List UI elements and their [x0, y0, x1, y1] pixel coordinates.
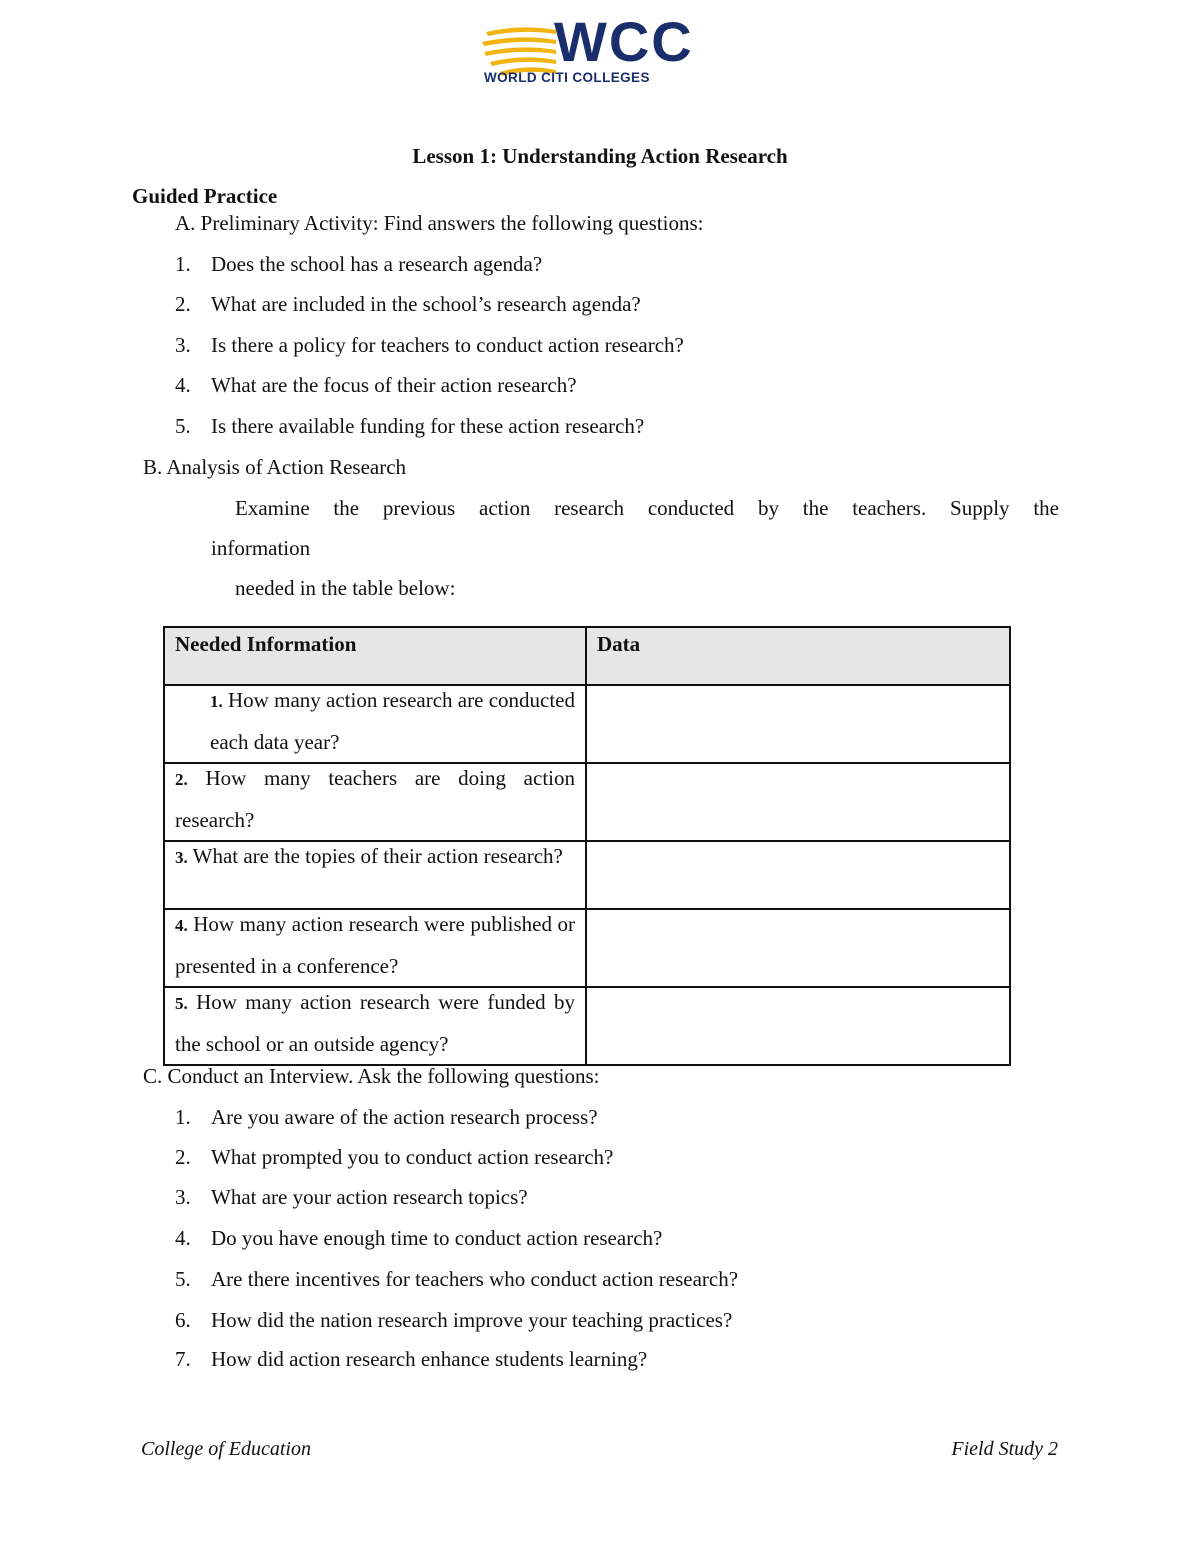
needed-information-table [163, 626, 1011, 1066]
table-header-needed-information: Needed Information [164, 627, 586, 685]
table-header-row [164, 627, 1010, 685]
page-title: Lesson 1: Understanding Action Research [412, 144, 788, 168]
logo-abbr: WCC [554, 10, 694, 73]
table-row [164, 763, 1010, 841]
part-b-paragraph-line1: Examine the previous action research conducted by the teachers. Supply the [235, 496, 1059, 520]
table-cell-question: 4. How many action research were published or presented in a conference? [164, 909, 586, 987]
list-item: 2. What prompted you to conduct action research? [175, 1145, 614, 1169]
list-item: 4. What are the focus of their action research? [175, 373, 577, 397]
part-b-paragraph-line3: needed in the table below: [235, 576, 456, 600]
table-row [164, 987, 1010, 1065]
part-b-heading: B. Analysis of Action Research [143, 455, 407, 479]
table-cell-question: 1. How many action research are conducted each data year? [164, 685, 586, 763]
table-cell-question: 5. How many action research were funded by the school or an outside agency? [164, 987, 586, 1065]
list-item: 5. Are there incentives for teachers who conduct action research? [175, 1267, 739, 1291]
table-header-data: Data [586, 627, 1010, 685]
table-cell-question: 2. How many teachers are doing action research? [164, 763, 586, 841]
list-item: 6. How did the nation research improve your teaching practices? [175, 1308, 733, 1332]
list-item: 7. How did action research enhance students learning? [175, 1347, 648, 1371]
list-item: 1. Does the school has a research agenda? [175, 252, 543, 276]
list-item: 1. Are you aware of the action research process? [175, 1105, 598, 1129]
footer-right: Field Study 2 [951, 1438, 1058, 1460]
logo-name: WORLD CITI COLLEGES [484, 70, 650, 85]
list-item: 2. What are included in the school’s research agenda? [175, 292, 641, 316]
list-item: 3. Is there a policy for teachers to conduct action research? [175, 333, 684, 357]
list-item: 3. What are your action research topics? [175, 1185, 528, 1209]
part-c-heading: C. Conduct an Interview. Ask the following questions: [143, 1064, 600, 1088]
part-a-heading: A. Preliminary Activity: Find answers the following questions: [175, 211, 704, 235]
footer-left: College of Education [141, 1438, 311, 1460]
table-cell-data[interactable] [586, 685, 1010, 763]
table-cell-data[interactable] [586, 909, 1010, 987]
part-b-paragraph-line2: information [211, 536, 311, 560]
table-cell-question: 3. What are the topies of their action research? [164, 841, 586, 909]
list-item: 4. Do you have enough time to conduct action research? [175, 1226, 663, 1250]
list-item: 5. Is there available funding for these action research? [175, 414, 645, 438]
section-heading: Guided Practice [132, 184, 278, 208]
table-row [164, 685, 1010, 763]
table-cell-data[interactable] [586, 763, 1010, 841]
table-cell-data[interactable] [586, 987, 1010, 1065]
table-row [164, 909, 1010, 987]
college-logo [480, 10, 702, 90]
table-cell-data[interactable] [586, 841, 1010, 909]
table-row [164, 841, 1010, 909]
